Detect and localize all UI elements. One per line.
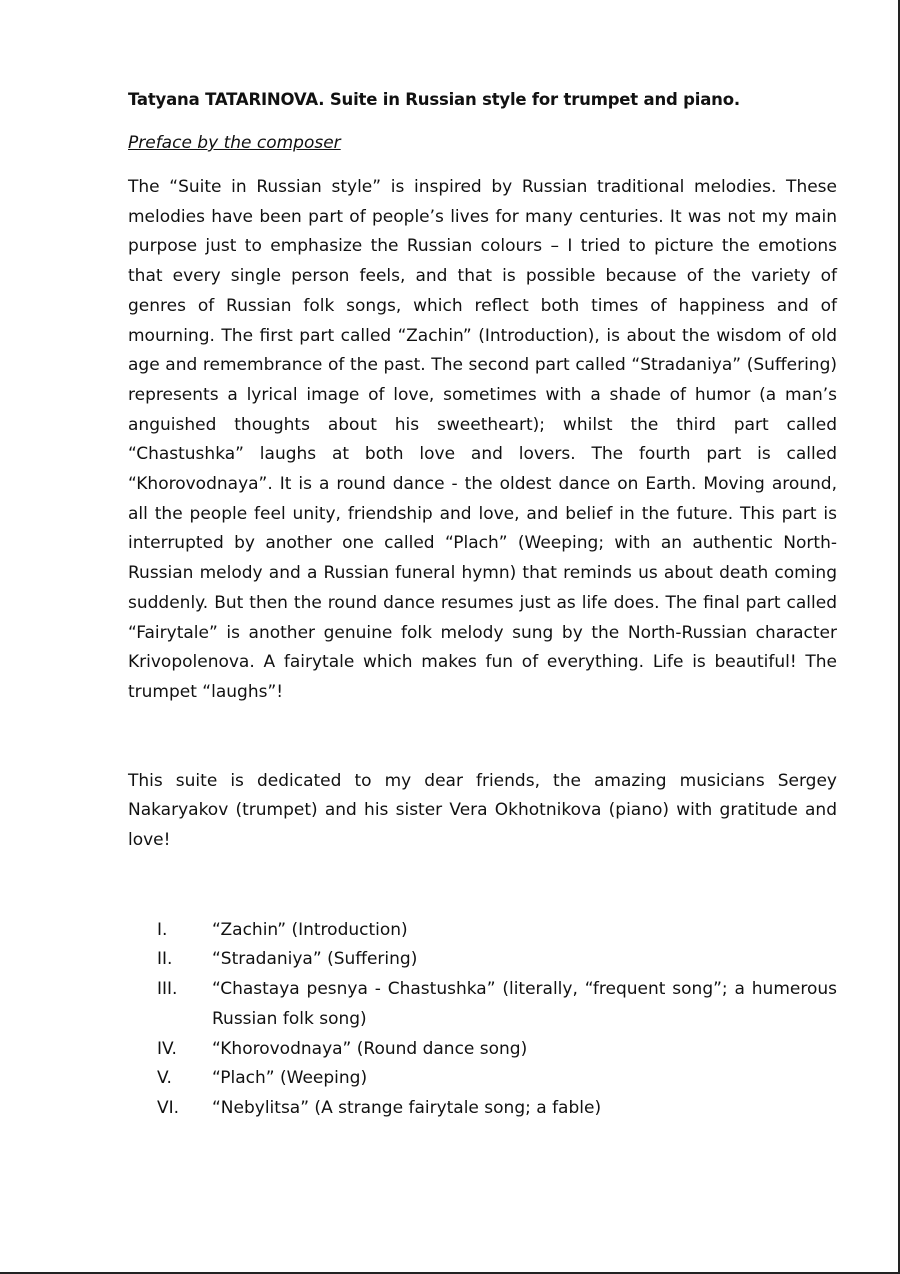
movement-title: “Chastaya pesnya - Chastushka” (literally, “frequent song”; a humerous Russian folk song) [212, 979, 837, 1029]
movement-numeral: III. [157, 979, 178, 1000]
movement-title: “Zachin” (Introduction) [212, 919, 408, 940]
movement-item [128, 1094, 837, 1124]
preface-heading: Preface by the composer [128, 133, 341, 153]
movement-title: “Nebylitsa” (A strange fairytale song; a fable) [212, 1097, 602, 1118]
document-title: Tatyana TATARINOVA. Suite in Russian style for trumpet and piano. [128, 90, 740, 109]
movement-numeral: II. [157, 949, 173, 970]
movement-item [128, 975, 837, 1034]
preface-paragraph: The “Suite in Russian style” is inspired by Russian traditional melodies. These melodies have been part of people’s lives for many centuries. It was not my main purpose just to emphasize the Russian colours – I tried to picture the emotions that every single person feels, and that is possible because of the variety of genres of Russian folk songs, which reflect both times of happiness and of mourning. The first part called “Zachin” (Introduction), is about the wisdom of old age and remembrance of the past. The second part called “Stradaniya” (Suffering) represents a lyrical image of love, sometimes with a shade of humor (a man’s anguished thoughts about his sweetheart); whilst the third part called “Chastushka” laughs at both love and lovers. The fourth part is called “Khorovodnaya”. It is a round dance - the oldest dance on Earth. Moving around, all the people feel unity, friendship and love, and belief in the future. This part is interrupted by another one called “Plach” (Weeping; with an authentic North-Russian melody and a Russian funeral hymn) that reminds us about death coming suddenly. But then the round dance resumes just as life does. The final part called “Fairytale” is another genuine folk melody sung by the North-Russian character Krivopolenova. A fairytale which makes fun of everything. Life is beautiful! The trumpet “laughs”! [128, 177, 837, 702]
movement-item [128, 945, 837, 975]
movement-title: “Khorovodnaya” (Round dance song) [212, 1038, 528, 1059]
movement-numeral: IV. [157, 1038, 177, 1059]
movement-numeral: V. [157, 1068, 172, 1089]
movement-title: “Plach” (Weeping) [212, 1068, 368, 1089]
movement-title: “Stradaniya” (Suffering) [212, 949, 418, 970]
dedication-paragraph: This suite is dedicated to my dear friends, the amazing musicians Sergey Nakaryakov (trumpet) and his sister Vera Okhotnikova (piano) with gratitude and love! [128, 770, 837, 851]
movement-item [128, 916, 837, 946]
movement-item [128, 1035, 837, 1065]
movement-item [128, 1064, 837, 1094]
movement-numeral: VI. [157, 1097, 180, 1118]
document-content [128, 86, 837, 1124]
movement-numeral: I. [157, 919, 168, 940]
movement-list [128, 916, 837, 1124]
